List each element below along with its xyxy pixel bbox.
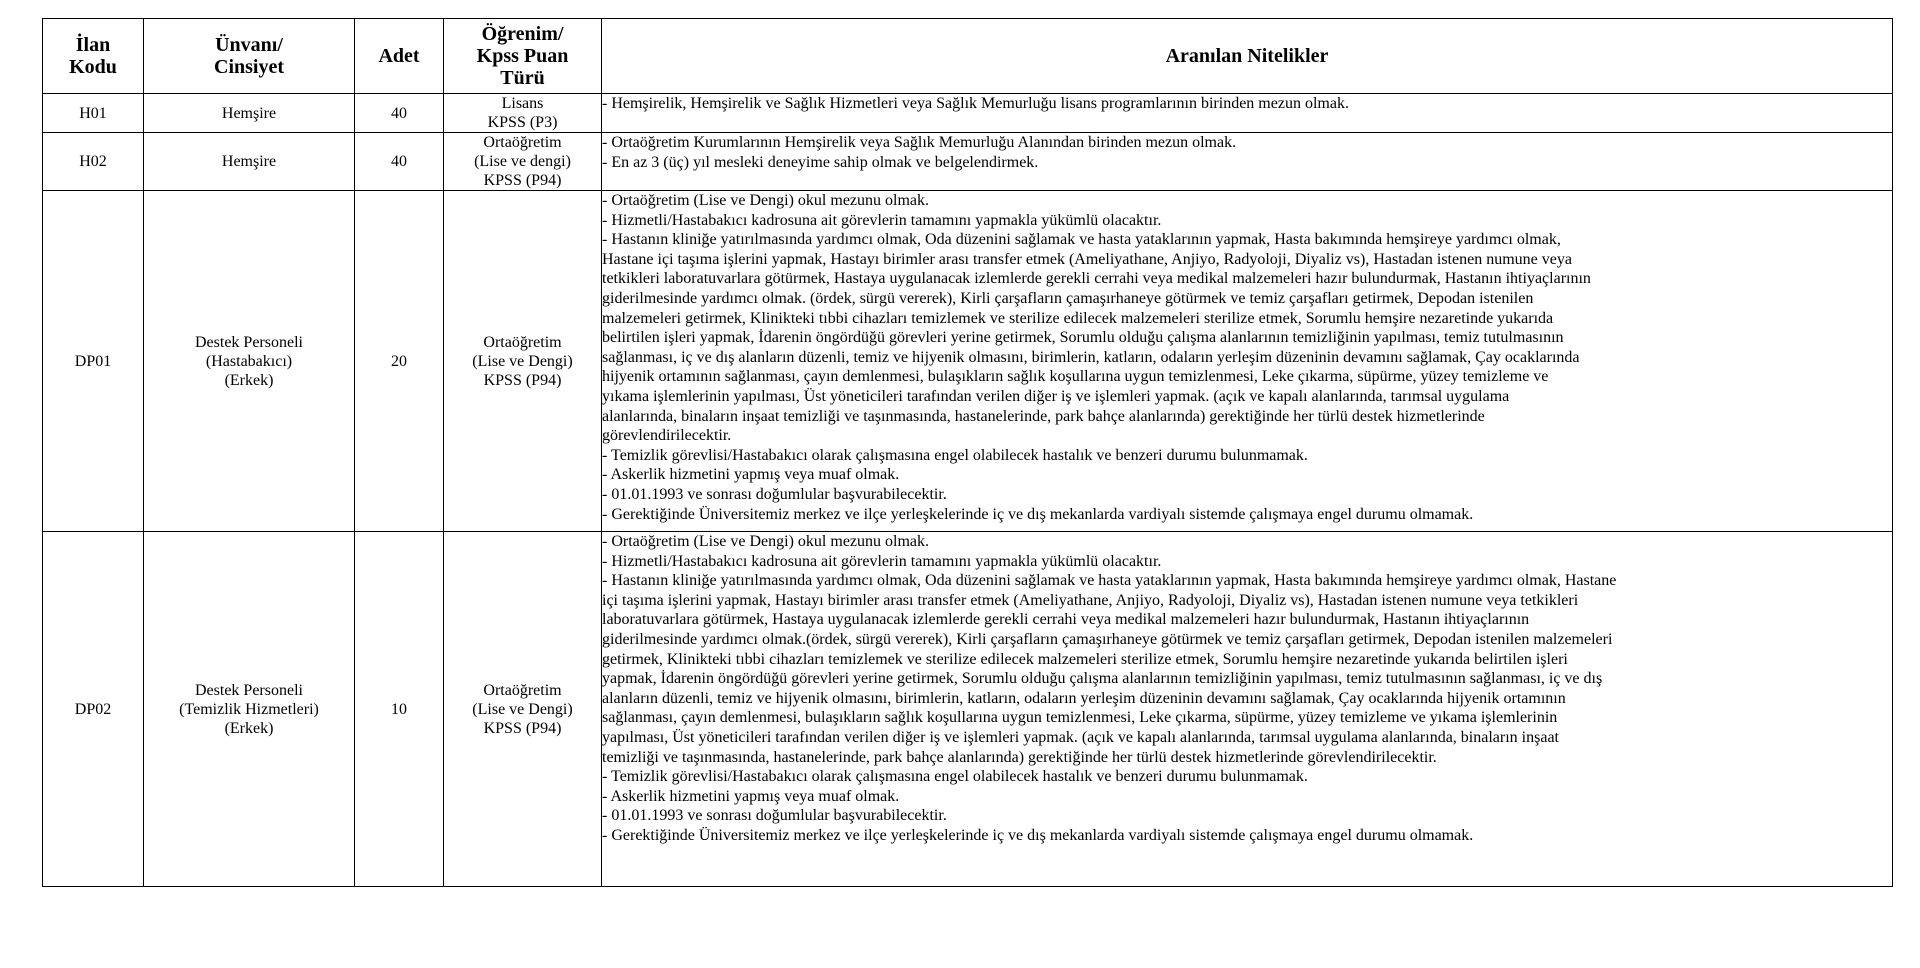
table-row — [43, 133, 1893, 191]
qualification-line: temizliği ve taşınmasında, hastanelerinde, park bahçe alanlarında) gerektiğinde her türlü destek hizmetlerinde görevlendirilecektir. — [602, 748, 1437, 766]
header-qualifications — [602, 19, 1893, 94]
qualification-line: - Hastanın kliniğe yatırılmasında yardımcı olmak, Oda düzenini sağlamak ve hasta yataklarının yapmak, Hasta bakımında hemşireye yardımcı olmak, Hastane — [602, 572, 1617, 590]
cell-line: (Temizlik Hizmetleri) — [179, 700, 319, 718]
listing-education — [444, 94, 602, 133]
cell-line: Türü — [500, 67, 545, 89]
qualification-line: - Hastanın kliniğe yatırılmasında yardımcı olmak, Oda düzenini sağlamak ve hasta yataklarının yapmak, Hasta bakımında hemşireye yardımcı olmak, — [602, 231, 1561, 249]
listing-code: H01 — [43, 94, 144, 133]
qualification-line: alanlarında, binaların inşaat temizliği ve taşınmasında, hastanelerinde, park bahçe alanlarında) gerektiğinde her türlü destek hizmetlerinde — [602, 407, 1485, 425]
qualification-line: - Ortaöğretim Kurumlarının Hemşirelik veya Sağlık Memurluğu Alanından birinden mezun olmak. — [602, 134, 1237, 151]
qualification-line: sağlanması, çayın demlenmesi, bulaşıkların sağlık koşullarına uygun temizlenmesi, Leke çıkarma, süpürme, yüzey temizleme ve yıkama işlemlerinin — [602, 709, 1558, 727]
qualification-line: tetkikleri laboratuvarlara götürmek, Hastaya uygulanacak izlemlerde gerekli cerrahi veya medikal malzemeleri hazır bulundurmak, Hastanın ihtiyaçlarının — [602, 270, 1591, 288]
cell-line: (Erkek) — [224, 371, 274, 389]
qualification-line: yapılması, Üst yöneticileri tarafından verilen diğer iş ve işlemleri yapmak. (açık ve kapalı alanlarında, tarımsal uygulama alanlarında, binaların inşaat — [602, 728, 1559, 746]
listing-title — [144, 133, 355, 191]
qualification-line: - En az 3 (üç) yıl mesleki deneyime sahip olmak ve belgelendirmek. — [602, 153, 1039, 171]
header-code — [43, 19, 144, 94]
cell-line: Öğrenim/ — [481, 23, 564, 45]
table-row — [43, 191, 1893, 532]
cell-line: (Lise ve Dengi) — [472, 700, 573, 718]
cell-line: Ortaöğretim — [483, 333, 562, 351]
job-listing-table — [42, 18, 1893, 887]
qualification-line: yıkama işlemlerinin yapılması, Üst yöneticileri tarafından verilen diğer iş ve işlemleri yapmak. (açık ve kapalı alanlarında, tarımsal uygulama — [602, 387, 1510, 405]
listing-qualifications — [602, 94, 1893, 133]
cell-line: Aranılan Nitelikler — [1165, 45, 1329, 67]
cell-line: Lisans — [501, 95, 544, 112]
table-row — [43, 532, 1893, 887]
qualification-line: getirmek, Klinikteki tıbbi cihazları temizlemek ve sterilize edilecek malzemeleri sterilize etmek, Sorumlu hemşire nezaretinde yukarıda belirtilen işleri — [602, 650, 1568, 668]
cell-line: Ortaöğretim — [483, 681, 562, 699]
listing-code: H02 — [43, 133, 144, 191]
listing-education — [444, 133, 602, 191]
header-count — [355, 19, 444, 94]
listing-qualifications — [602, 191, 1893, 532]
qualification-line: - Gerektiğinde Üniversitemiz merkez ve ilçe yerleşkelerinde iç ve dış mekanlarda vardiyalı sistemde çalışmaya engel durumu olmamak. — [602, 826, 1474, 844]
qualification-line: malzemeleri getirmek, Klinikteki tıbbi cihazları temizlemek ve sterilize edilecek malzemeleri sterilize etmek, Sorumlu hemşire nezaretinde yukarıda — [602, 309, 1554, 327]
cell-line: KPSS (P94) — [483, 719, 562, 737]
cell-line: Kodu — [69, 56, 117, 78]
qualification-line: - Gerektiğinde Üniversitemiz merkez ve ilçe yerleşkelerinde iç ve dış mekanlarda vardiyalı sistemde çalışmaya engel durumu olmamak. — [602, 505, 1474, 523]
qualification-line: - Askerlik hizmetini yapmış veya muaf olmak. — [602, 466, 900, 484]
qualification-line: - Ortaöğretim (Lise ve Dengi) okul mezunu olmak. — [602, 533, 930, 550]
cell-line: Ortaöğretim — [483, 134, 562, 151]
listing-code: DP01 — [43, 191, 144, 532]
listing-title — [144, 94, 355, 133]
cell-line: Adet — [378, 45, 420, 67]
qualification-line: giderilmesinde yardımcı olmak. (ördek, sürgü vererek), Kirli çarşafların çamaşırhaneye götürmek ve temiz çarşafları getirmek, Depodan istenilen — [602, 289, 1534, 307]
qualification-line: - Temizlik görevlisi/Hastabakıcı olarak çalışmasına engel olabilecek hastalık ve benzeri durumu bulunmamak. — [602, 446, 1308, 464]
qualification-line: - Ortaöğretim (Lise ve Dengi) okul mezunu olmak. — [602, 192, 930, 209]
cell-line: KPSS (P94) — [483, 371, 562, 389]
cell-line: KPSS (P94) — [483, 172, 562, 189]
cell-line: (Hastabakıcı) — [205, 352, 293, 370]
cell-line: Hemşire — [221, 153, 277, 170]
qualification-line: hijyenik ortamının sağlanması, çayın demlenmesi, bulaşıkların sağlık koşullarına uygun temizlenmesi, Leke çıkarma, süpürme, yüzey temizleme ve — [602, 368, 1549, 386]
header-education — [444, 19, 602, 94]
qualification-line: alanların düzenli, temiz ve hijyenik olmasını, birimlerin, katların, odaların yerleşim düzeninin devamını sağlamak, Çay ocaklarında hijyenik ortamının — [602, 689, 1566, 707]
header-row — [43, 19, 1893, 94]
listing-education — [444, 532, 602, 887]
qualification-line: Hastane içi taşıma işlerini yapmak, Hastayı birimler arası transfer etmek (Ameliyathane, Anjiyo, Radyoloji, Diyaliz vs), Hastadan istenen numune veya — [602, 250, 1572, 268]
listing-qualifications — [602, 133, 1893, 191]
qualification-line: - Hemşirelik, Hemşirelik ve Sağlık Hizmetleri veya Sağlık Memurluğu lisans programlarının birinden mezun olmak. — [602, 95, 1349, 112]
cell-line: Ünvanı/ — [215, 34, 283, 56]
qualification-line: giderilmesinde yardımcı olmak.(ördek, sürgü vererek), Kirli çarşafların çamaşırhaneye götürmek ve temiz çarşafları getirmek, Depodan istenilen malzemeleri — [602, 630, 1613, 648]
qualification-line: - Askerlik hizmetini yapmış veya muaf olmak. — [602, 787, 900, 805]
qualification-line: - Hizmetli/Hastabakıcı kadrosuna ait görevlerin tamamını yapmakla yükümlü olacaktır. — [602, 552, 1162, 570]
listing-count: 20 — [355, 191, 444, 532]
cell-line: (Lise ve dengi) — [474, 153, 571, 170]
cell-line: Destek Personeli — [195, 333, 303, 351]
qualification-line: - 01.01.1993 ve sonrası doğumlular başvurabilecektir. — [602, 807, 947, 825]
cell-line: Cinsiyet — [214, 56, 284, 78]
cell-line: KPSS (P3) — [487, 114, 558, 131]
qualification-line: - Temizlik görevlisi/Hastabakıcı olarak çalışmasına engel olabilecek hastalık ve benzeri durumu bulunmamak. — [602, 768, 1308, 786]
qualification-line: içi taşıma işlerini yapmak, Hastayı birimler arası transfer etmek (Ameliyathane, Anjiyo, Radyoloji, Diyaliz vs), Hastadan istenen numune veya tetkikleri — [602, 591, 1579, 609]
listing-qualifications — [602, 532, 1893, 887]
listing-title — [144, 532, 355, 887]
cell-line: Destek Personeli — [195, 681, 303, 699]
cell-line: İlan — [75, 34, 111, 56]
table-row — [43, 94, 1893, 133]
listing-education — [444, 191, 602, 532]
cell-line: (Erkek) — [224, 719, 274, 737]
listing-count: 40 — [355, 133, 444, 191]
listing-code: DP02 — [43, 532, 144, 887]
listing-count: 40 — [355, 94, 444, 133]
qualification-line: yapmak, İdarenin öngördüğü görevleri yerine getirmek, Sorumlu olduğu çalışma alanlarının temizliğinin yapılması, temiz tutulmasının sağlanması, iç ve dış — [602, 670, 1603, 688]
listing-title — [144, 191, 355, 532]
qualification-line: laboratuvarlara götürmek, Hastaya uygulanacak izlemlerde gerekli cerrahi veya medikal malzemeleri hazır bulundurmak, Hastanın ihtiyaçlarının — [602, 611, 1530, 629]
cell-line: Hemşire — [221, 104, 277, 122]
cell-line: Kpss Puan — [476, 45, 569, 67]
qualification-line: sağlanması, iç ve dış alanların düzenli, temiz ve hijyenik olmasını, birimlerin, katların, odaların yerleşim düzeninin devamını sağlamak, Çay ocaklarında — [602, 348, 1580, 366]
qualification-line: - 01.01.1993 ve sonrası doğumlular başvurabilecektir. — [602, 485, 947, 503]
header-title — [144, 19, 355, 94]
qualification-line: belirtilen işleri yapmak, İdarenin öngördüğü görevleri yerine getirmek, Sorumlu olduğu çalışma alanlarının temizliğinin yapılması, temiz tutulmasının — [602, 329, 1564, 347]
cell-line: (Lise ve Dengi) — [472, 352, 573, 370]
listing-count: 10 — [355, 532, 444, 887]
qualification-line: - Hizmetli/Hastabakıcı kadrosuna ait görevlerin tamamını yapmakla yükümlü olacaktır. — [602, 211, 1162, 229]
qualification-line: görevlendirilecektir. — [602, 427, 732, 445]
